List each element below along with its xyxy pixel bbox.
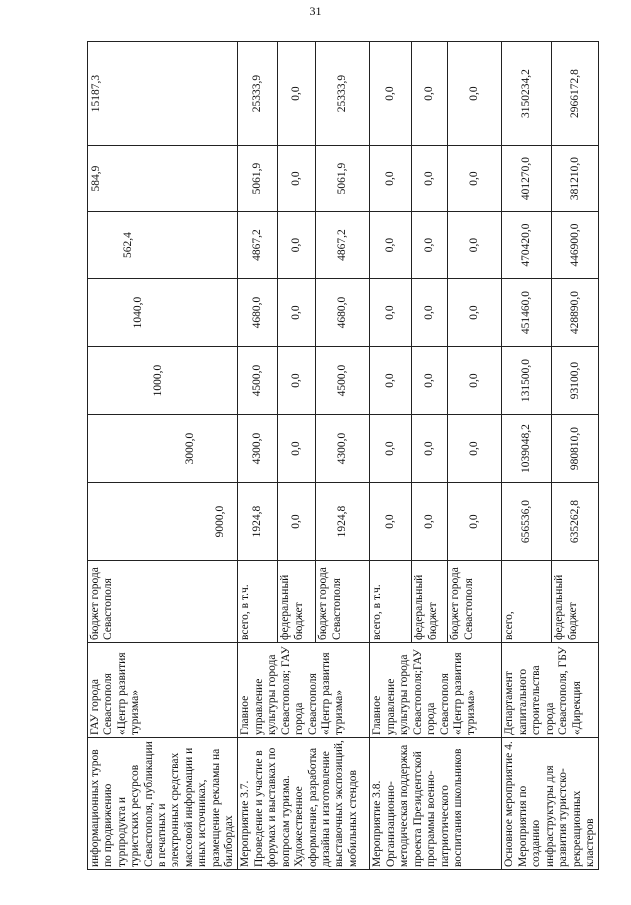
value-2018: 4500,0 — [238, 347, 278, 415]
executor-cell: Департамент капитального строительства города Севастополя, ГБУ «Дирекция — [502, 643, 599, 738]
value-2021: 0,0 — [448, 146, 502, 212]
funding-source-cell: бюджет города Севастополя — [88, 561, 238, 643]
value-2021: 381210,0 — [552, 146, 599, 212]
page-number: 31 — [309, 4, 322, 18]
value-2021: 0,0 — [370, 146, 412, 212]
value-2017: 0,0 — [370, 415, 412, 483]
value-2021: 5061,9 — [238, 146, 278, 212]
value-total: 3150234,2 — [502, 42, 552, 146]
executor-cell: Главное управление культуры города Севастополя; ГАУ города Севастополя «Центр развития туризма» — [238, 643, 370, 738]
value-2017: 3000,0 — [88, 415, 238, 483]
value-2020: 0,0 — [278, 212, 316, 279]
value-2020: 562,4 — [88, 212, 238, 279]
value-2017: 0,0 — [278, 415, 316, 483]
funding-source-cell: бюджет города Севастополя — [316, 561, 370, 643]
value-total: 25333,9 — [238, 42, 278, 146]
value-2019: 428890,0 — [552, 279, 599, 347]
table-row — [370, 42, 412, 870]
value-2021: 0,0 — [278, 146, 316, 212]
value-2020: 470420,0 — [502, 212, 552, 279]
value-2018: 131500,0 — [502, 347, 552, 415]
value-2020: 0,0 — [370, 212, 412, 279]
value-2021: 584,9 — [88, 146, 238, 212]
value-2021: 0,0 — [412, 146, 448, 212]
value-2016: 0,0 — [448, 483, 502, 561]
value-2016: 635262,8 — [552, 483, 599, 561]
funding-source-cell: федеральный бюджет — [552, 561, 599, 643]
value-total: 15187,3 — [88, 42, 238, 146]
event-cell: Мероприятие 3.8. Организационно-методическая поддержка проекта Президентской программы военно-патриотического воспитания школьников — [370, 738, 502, 870]
value-total: 0,0 — [448, 42, 502, 146]
value-2016: 0,0 — [278, 483, 316, 561]
value-total: 0,0 — [412, 42, 448, 146]
value-2016: 656536,0 — [502, 483, 552, 561]
event-cell: Мероприятие 3.7. Проведение и участие в форумах и выставках по вопросам туризма. Художественное оформление, разработка дизайна и изготовление выставочных экспозиций, мобильных стендов — [238, 738, 370, 870]
value-2018: 0,0 — [448, 347, 502, 415]
value-2018: 0,0 — [370, 347, 412, 415]
value-2020: 446900,0 — [552, 212, 599, 279]
funding-source-cell: всего, — [502, 561, 552, 643]
funding-source-cell: федеральный бюджет — [412, 561, 448, 643]
executor-cell: ГАУ города Севастополя «Центр развития туризма» — [88, 643, 238, 738]
table-row — [502, 42, 552, 870]
value-2021: 5061,9 — [316, 146, 370, 212]
value-2018: 1000,0 — [88, 347, 238, 415]
table-row — [238, 42, 278, 870]
value-2019: 0,0 — [448, 279, 502, 347]
value-2018: 93100,0 — [552, 347, 599, 415]
value-2019: 1040,0 — [88, 279, 238, 347]
funding-source-cell: всего, в т.ч. — [370, 561, 412, 643]
value-total: 0,0 — [278, 42, 316, 146]
value-2016: 9000,0 — [88, 483, 238, 561]
value-2016: 0,0 — [412, 483, 448, 561]
value-2019: 451460,0 — [502, 279, 552, 347]
funding-source-cell: федеральный бюджет — [278, 561, 316, 643]
value-2017: 980810,0 — [552, 415, 599, 483]
value-2017: 4300,0 — [238, 415, 278, 483]
value-2019: 0,0 — [370, 279, 412, 347]
value-2019: 0,0 — [278, 279, 316, 347]
value-total: 0,0 — [370, 42, 412, 146]
value-2017: 0,0 — [448, 415, 502, 483]
value-2017: 4300,0 — [316, 415, 370, 483]
funding-source-cell: бюджет города Севастополя — [448, 561, 502, 643]
event-cell: Основное мероприятие 4. Мероприятия по созданию инфраструктуры для развития туристско-рекреационных кластеров — [502, 738, 599, 870]
value-2020: 0,0 — [412, 212, 448, 279]
value-2018: 0,0 — [412, 347, 448, 415]
value-total: 25333,9 — [316, 42, 370, 146]
value-2019: 0,0 — [412, 279, 448, 347]
value-2019: 4680,0 — [316, 279, 370, 347]
value-2017: 1039048,2 — [502, 415, 552, 483]
rotated-page-content — [87, 42, 596, 870]
value-2016: 1924,8 — [316, 483, 370, 561]
budget-table — [87, 41, 599, 870]
event-cell: информационных туров по продвижению турпродукта и туристских ресурсов Севастополя, публикации в печатных и электронных средствах массовой информации и иных источниках, размещение рекламы на билбордах — [88, 738, 238, 870]
value-2021: 401270,0 — [502, 146, 552, 212]
value-2020: 4867,2 — [238, 212, 278, 279]
value-2019: 4680,0 — [238, 279, 278, 347]
funding-source-cell: всего, в т.ч. — [238, 561, 278, 643]
value-2018: 0,0 — [278, 347, 316, 415]
value-2020: 4867,2 — [316, 212, 370, 279]
value-2016: 0,0 — [370, 483, 412, 561]
value-total: 2966172,8 — [552, 42, 599, 146]
value-2016: 1924,8 — [238, 483, 278, 561]
value-2020: 0,0 — [448, 212, 502, 279]
value-2017: 0,0 — [412, 415, 448, 483]
executor-cell: Главное управление культуры города Севастополя;ГАУ города Севастополя «Центр развития туризма» — [370, 643, 502, 738]
table-row — [88, 42, 238, 870]
value-2018: 4500,0 — [316, 347, 370, 415]
